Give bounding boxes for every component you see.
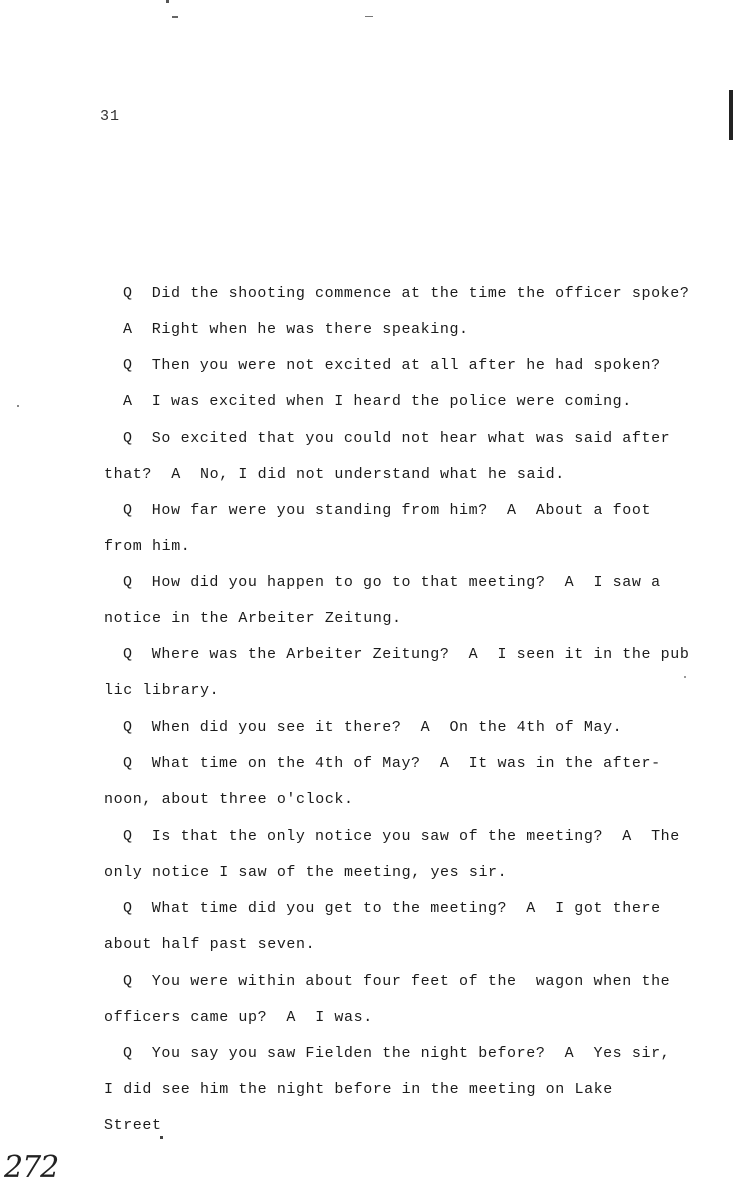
transcript-line: that? A No, I did not understand what he said. — [104, 466, 565, 483]
transcript-line: Q Is that the only notice you saw of the meeting? A The — [123, 828, 680, 845]
transcript-line: Street — [104, 1117, 162, 1134]
transcript-line: officers came up? A I was. — [104, 1009, 373, 1026]
transcript-line: Q You say you saw Fielden the night before? A Yes sir, — [123, 1045, 671, 1062]
transcript-line: Q So excited that you could not hear what was said after — [123, 430, 671, 447]
transcript-line: Q Did the shooting commence at the time the officer spoke? — [123, 285, 690, 302]
transcript-line: Q How did you happen to go to that meeting? A I saw a — [123, 574, 661, 591]
transcript-line: Q Where was the Arbeiter Zeitung? A I seen it in the pub — [123, 646, 690, 663]
transcript-line: Q When did you see it there? A On the 4th of May. — [123, 719, 623, 736]
transcript-line: noon, about three o'clock. — [104, 791, 354, 808]
transcript-line: Q Then you were not excited at all after he had spoken? — [123, 357, 661, 374]
transcript-line: Q How far were you standing from him? A About a foot — [123, 502, 652, 519]
page-number: 31 — [100, 108, 121, 125]
transcript-line: from him. — [104, 538, 191, 555]
transcript-line: Q You were within about four feet of the wagon when the — [123, 973, 671, 990]
transcript-line: Q What time did you get to the meeting? A I got there — [123, 900, 661, 917]
transcript-line: lic library. — [104, 682, 220, 699]
transcript-line: A Right when he was there speaking. — [123, 321, 469, 338]
transcript-line: notice in the Arbeiter Zeitung. — [104, 610, 402, 627]
transcript-line: Q What time on the 4th of May? A It was in the after- — [123, 755, 661, 772]
transcript-line: A I was excited when I heard the police were coming. — [123, 393, 632, 410]
handwritten-page-number: 272 — [4, 1150, 59, 1185]
transcript-line: only notice I saw of the meeting, yes sir. — [104, 864, 508, 881]
transcript-line: I did see him the night before in the meeting on Lake — [104, 1081, 613, 1098]
transcript-line: about half past seven. — [104, 936, 316, 953]
